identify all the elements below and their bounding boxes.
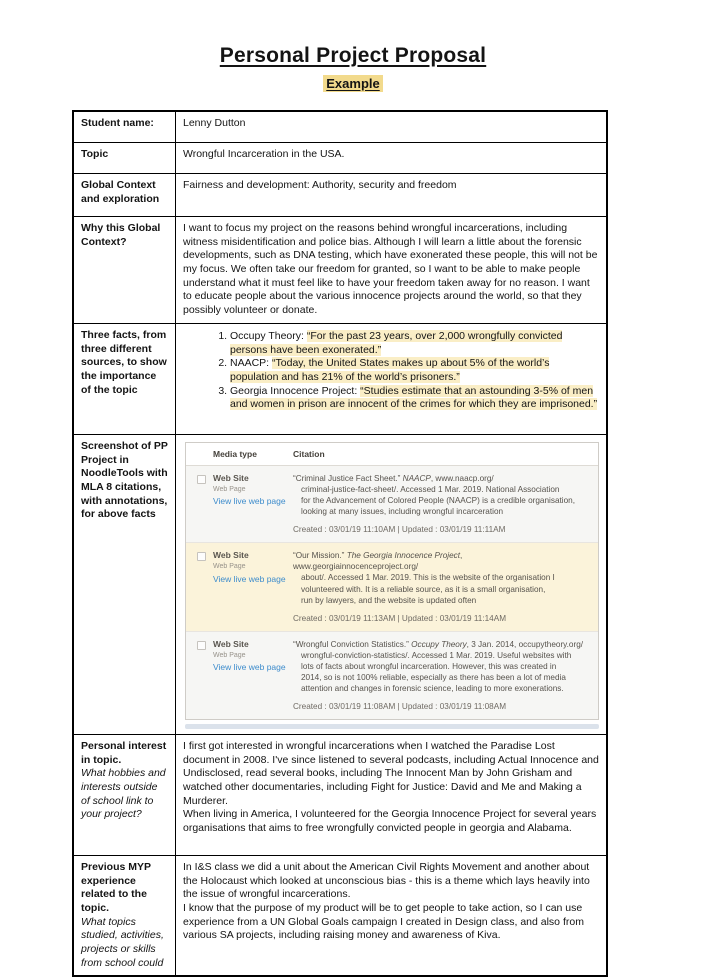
citation-line: “Wrongful Conviction Statistics.” Occupy Theory, 3 Jan. 2014, occupytheory.org/: [293, 639, 584, 649]
row-three-facts: [73, 324, 607, 435]
row-personal-interest: [73, 735, 607, 856]
three-facts-label: Three facts, from three different sources, to show the importance of the topic: [73, 324, 176, 435]
topic-value: Wrongful Incarceration in the USA.: [176, 143, 608, 174]
student-name-label: Student name:: [73, 111, 176, 143]
media-type: Web Site: [213, 638, 249, 649]
personal-interest-label-hint: What hobbies and interests outside of school link to your project?: [81, 767, 166, 821]
facts-list: [183, 330, 599, 412]
citation-column-header: Citation: [293, 449, 325, 459]
previous-experience-paragraph: In I&S class we did a unit about the American Civil Rights Movement and another about the Holocaust which looked at unconscious bias - this is a theme which lays heavily into the issue of wrongful incarcerations.: [183, 861, 590, 901]
row-screenshot: [73, 435, 607, 735]
citation-checkbox-cell: [186, 473, 213, 535]
citation-line: “Criminal Justice Fact Sheet.” NAACP, www.naacp.org/: [293, 474, 494, 484]
citation-text: [293, 639, 592, 712]
global-context-label: Global Context and exploration: [73, 174, 176, 217]
fact-item: [230, 385, 599, 412]
previous-experience-label-bold: Previous MYP experience related to the topic.: [81, 861, 151, 915]
citation-table-header: [186, 443, 598, 466]
screenshot-label: Screenshot of PP Project in NoodleTools with MLA 8 citations, with annotations, for above facts: [73, 435, 176, 735]
row-global-context: [73, 174, 607, 217]
citation-line: wrongful-conviction-statistics/. Accessed 1 Mar. 2019. Useful websites with: [301, 650, 572, 660]
fact-source: Georgia Innocence Project:: [230, 384, 361, 397]
citation-line: run by lawyers, and the website is updated often: [301, 595, 477, 605]
citation-checkbox-cell: [186, 550, 213, 623]
citation-source-title: The Georgia Innocence Project: [346, 551, 461, 561]
citation-line: lots of facts about wrongful incarceration. However, this was created in: [301, 661, 557, 671]
citation-checkbox[interactable]: [197, 641, 206, 650]
page-subtitle-highlight: Example: [323, 75, 382, 92]
citation-row: [186, 466, 598, 543]
citation-row: [186, 632, 598, 719]
student-name-value: Lenny Dutton: [176, 111, 608, 143]
previous-experience-label: [73, 856, 176, 977]
fact-quote-highlight: “Today, the United States makes up about 5% of the world’s population and has 21% of the world’s prisoners.”: [230, 357, 550, 383]
citation-checkbox[interactable]: [197, 475, 206, 484]
page-title: Personal Project Proposal: [219, 44, 487, 67]
fact-quote-highlight: “Studies estimate that an astounding 3-5% of men and women in prison are innocent of the crimes for which they are imprisoned.”: [230, 384, 598, 411]
personal-interest-label-bold: Personal interest in topic.: [81, 740, 167, 766]
media-type-column-header: Media type: [213, 449, 257, 459]
why-context-value: [176, 217, 608, 324]
row-previous-experience: [73, 856, 607, 977]
citation-text: [293, 550, 592, 623]
fact-source: Occupy Theory:: [230, 330, 307, 342]
media-type: Web Site: [213, 550, 249, 561]
personal-interest-value: [176, 735, 608, 856]
why-context-paragraph: I want to focus my project on the reasons behind wrongful incarcerations, including witness misidentification and police bias. Although I will learn a little about the forensic developments, such as DNA testing, which have exonerated these people, this will not be my focus. We often take our freedom for granted, so I want to be able to make people understand what it must feel like to have your freedom taken away for no reason. I want to educate people about the various innocence projects around the world, so that they possibly volunteer or donate.: [183, 222, 598, 316]
citation-media-cell: [213, 473, 293, 535]
citation-line: volunteered with. It is a reliable source, as it is a small organisation,: [301, 584, 546, 594]
row-topic: [73, 143, 607, 174]
personal-interest-label: [73, 735, 176, 856]
citation-row-highlighted: [186, 543, 598, 631]
noodletools-screenshot: [185, 442, 599, 720]
fact-item: [230, 357, 599, 384]
citation-created-updated: Created : 03/01/19 11:08AM | Updated : 03/01/19 11:08AM: [293, 702, 507, 712]
citation-line: looking at many issues, including wrongful incarceration: [301, 507, 504, 517]
topic-label: Topic: [73, 143, 176, 174]
view-live-web-page-link[interactable]: View live web page: [213, 661, 286, 672]
previous-experience-paragraph: I know that the purpose of my product will be to get people to take action, so I can use experience from a UN Global Goals campaign I created in Design class, and also from various SA projects, including raising money and awareness of Kiva.: [183, 902, 584, 942]
page-subtitle: [0, 76, 706, 91]
row-student-name: [73, 111, 607, 143]
citation-created-updated: Created : 03/01/19 11:13AM | Updated : 03/01/19 11:14AM: [293, 613, 507, 623]
media-subtype: Web Page: [213, 651, 246, 659]
proposal-table: [72, 110, 608, 977]
global-context-value: Fairness and development: Authority, security and freedom: [176, 174, 608, 217]
citation-checkbox-cell: [186, 639, 213, 712]
personal-interest-paragraph: I first got interested in wrongful incarcerations when I watched the Paradise Lost document in 2008. I've since listened to several podcasts, including Actual Innocence and Undisclosed, read several books, including The Innocent Man by John Grisham and watched other documentaries, including Fight for Justice: David and Me and Making a Murderer.: [183, 740, 599, 807]
citation-media-cell: [213, 639, 293, 712]
personal-interest-paragraph: When living in America, I volunteered for the Georgia Innocence Project for several years organisations that aims to free wrongfully convicted people in georgia and Alabama.: [183, 808, 597, 834]
citation-checkbox[interactable]: [197, 552, 206, 561]
citation-source-title: NAACP: [402, 474, 431, 484]
screenshot-scrollbar[interactable]: [185, 724, 599, 729]
fact-item: [230, 330, 599, 357]
fact-source: NAACP:: [230, 357, 273, 370]
media-subtype: Web Page: [213, 486, 246, 494]
citation-line: criminal-justice-fact-sheet/. Accessed 1 Mar. 2019. National Association: [301, 485, 560, 495]
citation-line: “Our Mission.” The Georgia Innocence Project, www.georgiainnocenceproject.org/: [293, 551, 463, 572]
screenshot-value: [176, 435, 608, 735]
citation-media-cell: [213, 550, 293, 623]
citation-text: [293, 473, 592, 535]
view-live-web-page-link[interactable]: View live web page: [213, 496, 286, 507]
media-subtype: Web Page: [213, 563, 246, 571]
previous-experience-value: [176, 856, 608, 977]
citation-source-title: Occupy Theory: [411, 639, 467, 649]
three-facts-value: [176, 324, 608, 435]
view-live-web-page-link[interactable]: View live web page: [213, 573, 286, 584]
citation-line: 2014, so is not 100% reliable, especially as there has been a lot of media: [301, 672, 566, 682]
citation-line: attention and changes in forensic science, leading to more exonerations.: [301, 683, 564, 693]
citation-line: for the Advancement of Colored People (NAACP) is a credible organisation,: [301, 496, 575, 506]
media-type: Web Site: [213, 473, 249, 484]
citation-line: about/. Accessed 1 Mar. 2019. This is the website of the organisation I: [301, 573, 555, 583]
fact-quote-highlight: “For the past 23 years, over 2,000 wrongfully convicted persons have been exonerated.”: [230, 330, 563, 356]
why-context-label: Why this Global Context?: [73, 217, 176, 324]
previous-experience-label-hint: What topics studied, activities, projects or skills from school could: [81, 915, 164, 969]
row-why-context: [73, 217, 607, 324]
citation-created-updated: Created : 03/01/19 11:10AM | Updated : 03/01/19 11:11AM: [293, 525, 506, 535]
